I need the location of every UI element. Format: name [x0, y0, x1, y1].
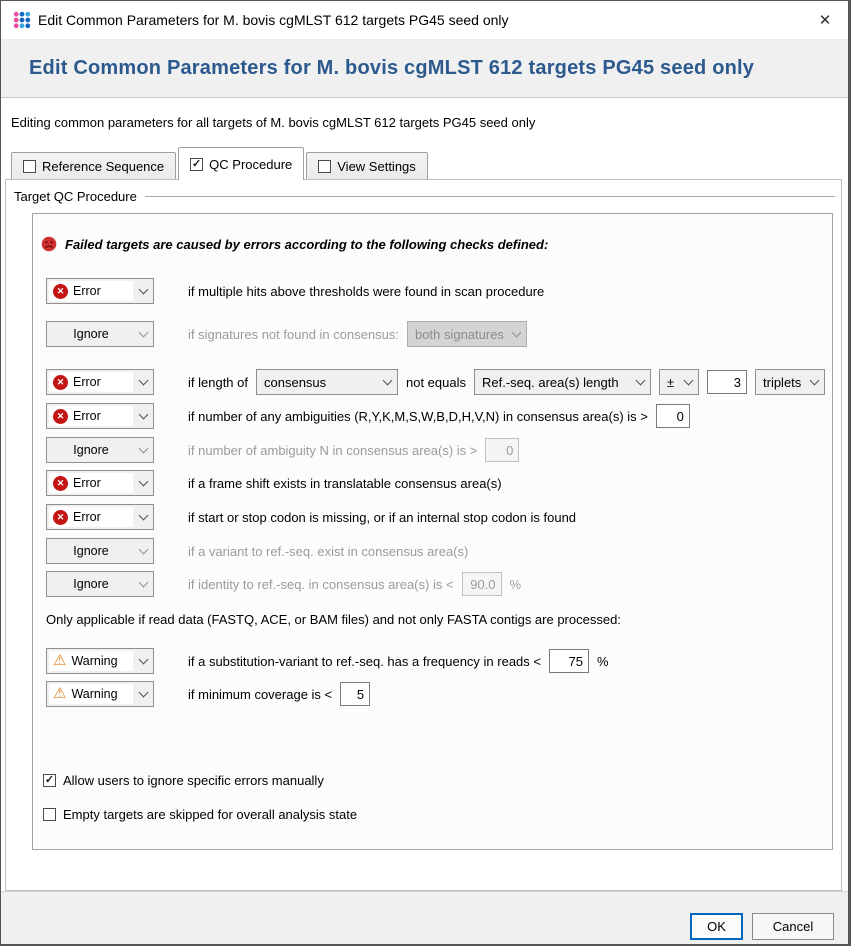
severity-value: ✕ Error — [49, 281, 133, 301]
severity-value: ⚠ Warning — [49, 684, 133, 704]
note-text: Failed targets are caused by errors according to the following checks defined: — [65, 236, 549, 252]
chevron-down-icon — [133, 539, 153, 563]
rule-text: if signatures not found in consensus: — [188, 326, 400, 342]
app-icon — [13, 11, 31, 29]
percent-suffix: % — [509, 576, 522, 592]
groupbox-header — [14, 189, 835, 204]
close-icon[interactable]: ✕ — [818, 12, 832, 29]
tab-checkbox[interactable] — [23, 160, 36, 173]
rule-text: if multiple hits above thresholds were found in scan procedure — [188, 283, 545, 299]
severity-select[interactable] — [46, 538, 154, 564]
rule-row-multiple-hits — [46, 278, 826, 304]
rule-text: not equals — [406, 374, 466, 390]
rule-text: if a variant to ref.-seq. exist in consensus area(s) — [188, 543, 469, 559]
plus-minus-select[interactable]: ± — [659, 369, 699, 395]
error-icon — [53, 284, 68, 299]
failed-targets-note — [41, 236, 548, 252]
failed-face-icon — [41, 236, 57, 252]
severity-value: Ignore — [73, 544, 109, 558]
severity-value: Ignore — [73, 577, 109, 591]
qc-procedure-panel — [5, 179, 842, 891]
rule-text: if length of — [188, 374, 248, 390]
chevron-down-icon — [133, 438, 153, 462]
length-compare-select[interactable]: Ref.-seq. area(s) length — [474, 369, 651, 395]
groupbox-line — [145, 196, 835, 197]
rule-row-frame-shift — [46, 470, 826, 496]
chevron-down-icon — [630, 381, 650, 384]
severity-select[interactable] — [46, 321, 154, 347]
severity-select[interactable] — [46, 571, 154, 597]
chevron-down-icon — [133, 322, 153, 346]
rule-row-min-coverage — [46, 681, 826, 707]
chevron-down-icon — [133, 649, 153, 673]
severity-select[interactable] — [46, 437, 154, 463]
tab-checkbox[interactable] — [190, 158, 203, 171]
warning-icon: ⚠ — [53, 651, 67, 669]
frequency-min-input[interactable] — [549, 649, 589, 673]
rule-row-variant — [46, 538, 826, 564]
error-icon — [53, 510, 68, 525]
option-label: Empty targets are skipped for overall analysis state — [63, 806, 358, 822]
severity-select[interactable] — [46, 648, 154, 674]
ambiguity-n-max-input — [485, 438, 519, 462]
intro-text: Editing common parameters for all targets of M. bovis cgMLST 612 targets PG45 seed only — [11, 115, 536, 130]
tab-reference-sequence[interactable] — [11, 152, 176, 179]
ok-button[interactable]: OK — [690, 913, 743, 940]
severity-select[interactable] — [46, 403, 154, 429]
tab-qc-procedure[interactable] — [178, 147, 304, 180]
heading-band — [1, 39, 848, 98]
rule-text: if identity to ref.-seq. in consensus area(s) is < — [188, 576, 454, 592]
page-title: Edit Common Parameters for M. bovis cgMLST 612 targets PG45 seed only — [29, 57, 755, 79]
error-icon — [53, 476, 68, 491]
error-icon — [53, 409, 68, 424]
chevron-down-icon — [133, 370, 153, 394]
groupbox-title: Target QC Procedure — [14, 189, 137, 204]
rule-row-substitution-frequency — [46, 648, 826, 674]
error-icon — [53, 375, 68, 390]
rule-text: if number of any ambiguities (R,Y,K,M,S,W,B,D,H,V,N) in consensus area(s) is > — [188, 408, 648, 424]
percent-suffix: % — [597, 653, 609, 669]
severity-select[interactable] — [46, 681, 154, 707]
chevron-down-icon — [678, 381, 698, 384]
rule-text: if a substitution-variant to ref.-seq. has a frequency in reads < — [188, 653, 541, 669]
rule-row-length — [46, 369, 826, 395]
tab-bar — [11, 147, 430, 179]
rule-row-ambiguity-n — [46, 437, 826, 463]
identity-min-input — [462, 572, 502, 596]
cancel-button[interactable]: Cancel — [752, 913, 834, 940]
window-title: Edit Common Parameters for M. bovis cgMLST 612 targets PG45 seed only — [38, 12, 509, 28]
warning-icon: ⚠ — [53, 684, 67, 702]
chevron-down-icon — [133, 682, 153, 706]
severity-value: ✕ Error — [49, 507, 133, 527]
severity-select[interactable] — [46, 278, 154, 304]
severity-value: ⚠ Warning — [49, 651, 133, 671]
allow-ignore-errors-option[interactable] — [43, 772, 324, 788]
severity-value: Ignore — [73, 443, 109, 457]
chevron-down-icon — [133, 505, 153, 529]
rule-row-signatures — [46, 321, 826, 347]
rule-row-ambiguities — [46, 403, 826, 429]
tab-label: QC Procedure — [209, 156, 293, 172]
severity-value: ✕ Error — [49, 406, 133, 426]
length-tolerance-input[interactable] — [707, 370, 747, 394]
rule-text: if minimum coverage is < — [188, 686, 333, 702]
chevron-down-icon — [133, 279, 153, 303]
tab-checkbox[interactable] — [318, 160, 331, 173]
read-data-note: Only applicable if read data (FASTQ, ACE, or BAM files) and not only FASTA contigs are processed: — [46, 612, 621, 627]
ambiguities-max-input[interactable] — [656, 404, 690, 428]
chevron-down-icon — [506, 333, 526, 336]
chevron-down-icon — [377, 381, 397, 384]
tab-view-settings[interactable] — [306, 152, 428, 179]
rule-row-identity — [46, 571, 826, 597]
option-label: Allow users to ignore specific errors manually — [63, 772, 324, 788]
dialog-footer — [1, 891, 848, 944]
severity-value: Ignore — [73, 327, 109, 341]
chevron-down-icon — [804, 381, 824, 384]
rule-text: if number of ambiguity N in consensus area(s) is > — [188, 442, 478, 458]
rule-text: if start or stop codon is missing, or if an internal stop codon is found — [188, 509, 577, 525]
chevron-down-icon — [133, 404, 153, 428]
severity-select[interactable] — [46, 369, 154, 395]
coverage-min-input[interactable] — [340, 682, 370, 706]
empty-targets-skipped-option[interactable] — [43, 806, 357, 822]
unit-select[interactable]: triplets — [755, 369, 825, 395]
rule-row-codon — [46, 504, 826, 530]
chevron-down-icon — [133, 572, 153, 596]
tab-label: View Settings — [337, 158, 416, 174]
signatures-select: both signatures — [407, 321, 527, 347]
severity-value: ✕ Error — [49, 473, 133, 493]
severity-select[interactable] — [46, 504, 154, 530]
chevron-down-icon — [133, 471, 153, 495]
severity-select[interactable] — [46, 470, 154, 496]
length-source-select[interactable]: consensus — [256, 369, 398, 395]
rule-text: if a frame shift exists in translatable consensus area(s) — [188, 475, 502, 491]
checkbox[interactable] — [43, 808, 56, 821]
checkbox[interactable] — [43, 774, 56, 787]
qc-rules-panel — [32, 213, 833, 850]
severity-value: ✕ Error — [49, 372, 133, 392]
title-bar — [1, 1, 848, 39]
tab-label: Reference Sequence — [42, 158, 165, 174]
